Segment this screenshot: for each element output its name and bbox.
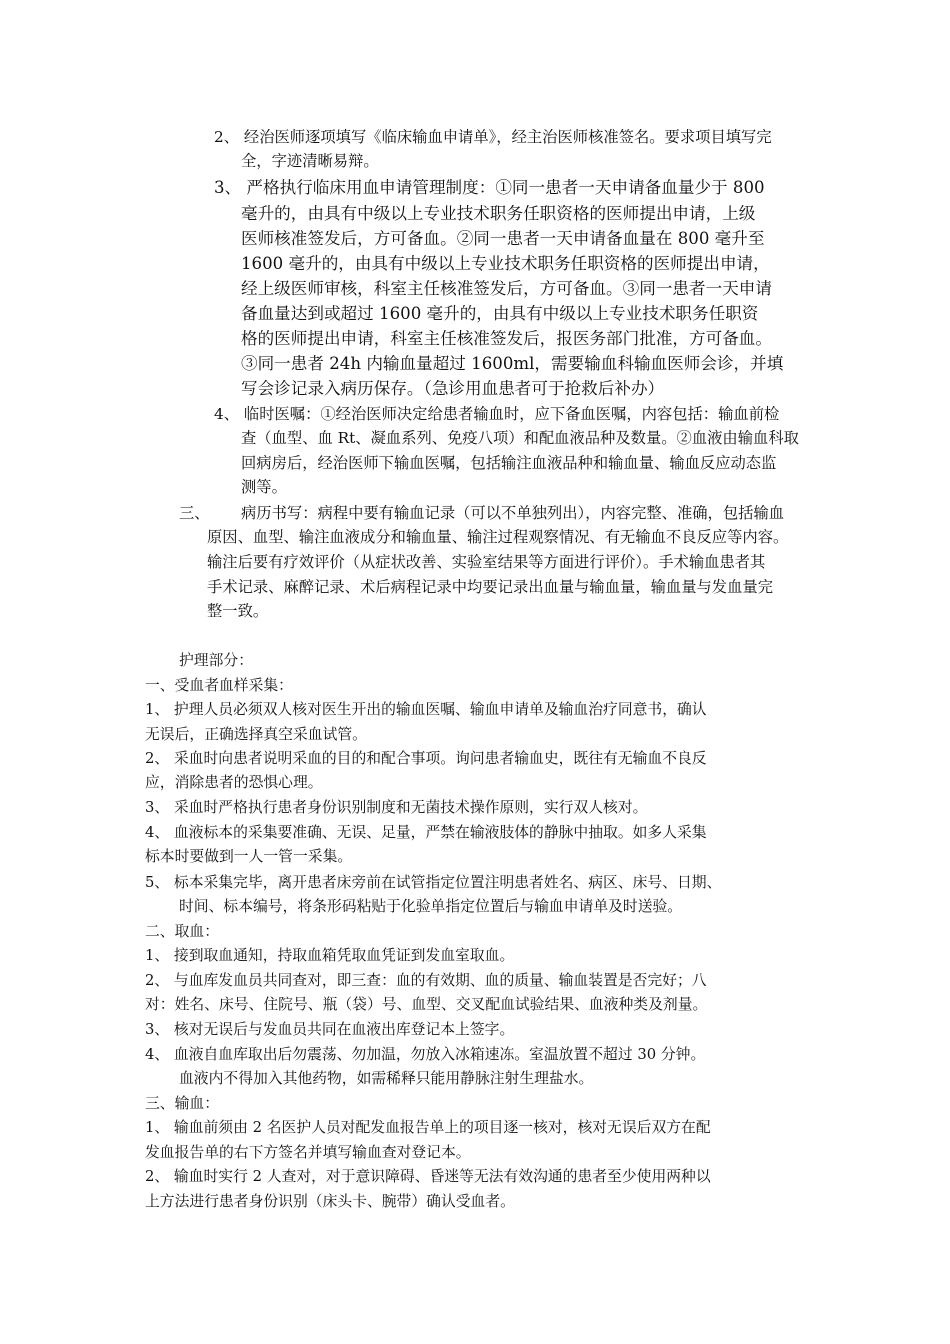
doctor-item-3-line-2: 毫升的，由具有中级以上专业技术职务任职资格的医师提出申请，上级 (241, 204, 756, 223)
doctor-item-4-line-4: 测等。 (241, 478, 287, 496)
doctor-item-3-line-6: 备血量达到或超过 1600 毫升的，由具有中级以上专业技术职务任职资 (241, 304, 759, 323)
pickup-item-4-line-1: 4、 血液自血库取出后勿震荡、勿加温，勿放入冰箱速冻。室温放置不超过 30 分钟。 (145, 1046, 706, 1063)
doctor-item-3-line-1: 3、 严格执行临床用血申请管理制度：①同一患者一天申请备血量少于 800 (214, 178, 765, 197)
pickup-item-4-line-2: 血液内不得加入其他药物，如需稀释只能用静脉注射生理盐水。 (179, 1070, 594, 1087)
nursing-heading: 护理部分： (179, 652, 253, 669)
section-transfusion-heading: 三、输血： (145, 1095, 219, 1112)
doctor-item-4-line-3: 回病房后，经治医师下输血医嘱，包括输注血液品种和输血量、输血反应动态监 (241, 454, 777, 472)
doctor-item-4-line-2: 查（血型、血 Rt、凝血系列、免疫八项）和配血液品种及数量。②血液由输血科取 (241, 429, 799, 447)
doctor-item-3-line-8: ③同一患者 24h 内输血量超过 1600ml，需要输血科输血医师会诊，并填 (241, 354, 784, 373)
section-blood-pickup-heading: 二、取血： (145, 923, 219, 940)
medical-record-line-2: 原因、血型、输注血液成分和输血量、输注过程观察情况、有无输血不良反应等内容。 (207, 528, 789, 546)
pickup-item-1: 1、 接到取血通知，持取血箱凭取血凭证到发血室取血。 (145, 947, 515, 964)
pickup-item-2-line-1: 2、 与血库发血员共同查对，即三查：血的有效期、血的质量、输血装置是否完好；八 (145, 972, 707, 989)
section-3-number: 三、 (179, 504, 210, 522)
transfusion-item-1-line-1: 1、 输血前须由 2 名医护人员对配发血报告单上的项目逐一核对，核对无误后双方在配 (145, 1119, 711, 1136)
collection-item-4-line-2: 标本时要做到一人一管一采集。 (145, 848, 353, 865)
collection-item-2-line-1: 2、 采血时向患者说明采血的目的和配合事项。询问患者输血史，既往有无输血不良反 (145, 750, 707, 767)
medical-record-line-5: 整一致。 (207, 602, 269, 620)
medical-record-line-4: 手术记录、麻醉记录、术后病程记录中均要记录出血量与输血量，输血量与发血量完 (207, 578, 773, 596)
doctor-item-3-line-7: 格的医师提出申请，科室主任核准签发后，报医务部门批准，方可备血。 (241, 329, 772, 348)
collection-item-4-line-1: 4、 血液标本的采集要准确、无误、足量，严禁在输液肢体的静脉中抽取。如多人采集 (145, 824, 707, 841)
collection-item-2-line-2: 应，消除患者的恐惧心理。 (145, 774, 323, 791)
doctor-item-2-line-2: 全，字迹清晰易辩。 (241, 152, 379, 170)
transfusion-item-2-line-1: 2、 输血时实行 2 人查对，对于意识障碍、昏迷等无法有效沟通的患者至少使用两种以 (145, 1168, 711, 1185)
doctor-item-3-line-3: 医师核准签发后，方可备血。②同一患者一天申请备血量在 800 毫升至 (241, 229, 765, 248)
doctor-item-4-line-1: 4、 临时医嘱：①经治医师决定给患者输血时，应下备血医嘱，内容包括：输血前检 (214, 405, 780, 423)
collection-item-1-line-2: 无误后，正确选择真空采血试管。 (145, 726, 367, 743)
collection-item-5-line-1: 5、 标本采集完毕，离开患者床旁前在试管指定位置注明患者姓名、病区、床号、日期、 (145, 874, 722, 891)
transfusion-item-2-line-2: 上方法进行患者身份识别（床头卡、腕带）确认受血者。 (145, 1193, 515, 1210)
pickup-item-3: 3、 核对无误后与发血员共同在血液出库登记本上签字。 (145, 1021, 515, 1038)
doctor-item-3-line-9: 写会诊记录入病历保存。（急诊用血患者可于抢救后补办） (241, 379, 665, 398)
transfusion-item-1-line-2: 发血报告单的右下方签名并填写输血查对登记本。 (145, 1144, 471, 1161)
collection-item-3: 3、 采血时严格执行患者身份识别制度和无菌技术操作原则，实行双人核对。 (145, 799, 648, 816)
medical-record-line-3: 输注后要有疗效评价（从症状改善、实验室结果等方面进行评价）。手术输血患者其 (207, 553, 766, 571)
medical-record-line-1: 病历书写：病程中要有输血记录（可以不单独列出），内容完整、准确，包括输血 (241, 504, 785, 522)
section-sample-collection-heading: 一、受血者血样采集： (145, 677, 293, 694)
doctor-item-3-line-5: 经上级医师审核，科室主任核准签发后，方可备血。③同一患者一天申请 (241, 279, 772, 298)
pickup-item-2-line-2: 对：姓名、床号、住院号、瓶（袋）号、血型、交叉配血试验结果、血液种类及剂量。 (145, 996, 708, 1013)
doctor-item-3-line-4: 1600 毫升的，由具有中级以上专业技术职务任职资格的医师提出申请， (241, 254, 770, 273)
collection-item-5-line-2: 时间、标本编号，将条形码粘贴于化验单指定位置后与输血申请单及时送验。 (179, 898, 683, 915)
collection-item-1-line-1: 1、 护理人员必须双人核对医生开出的输血医嘱、输血申请单及输血治疗同意书，确认 (145, 701, 707, 718)
doctor-item-2-line-1: 2、 经治医师逐项填写《临床输血申请单》，经主治医师核准签名。要求项目填写完 (214, 128, 772, 146)
